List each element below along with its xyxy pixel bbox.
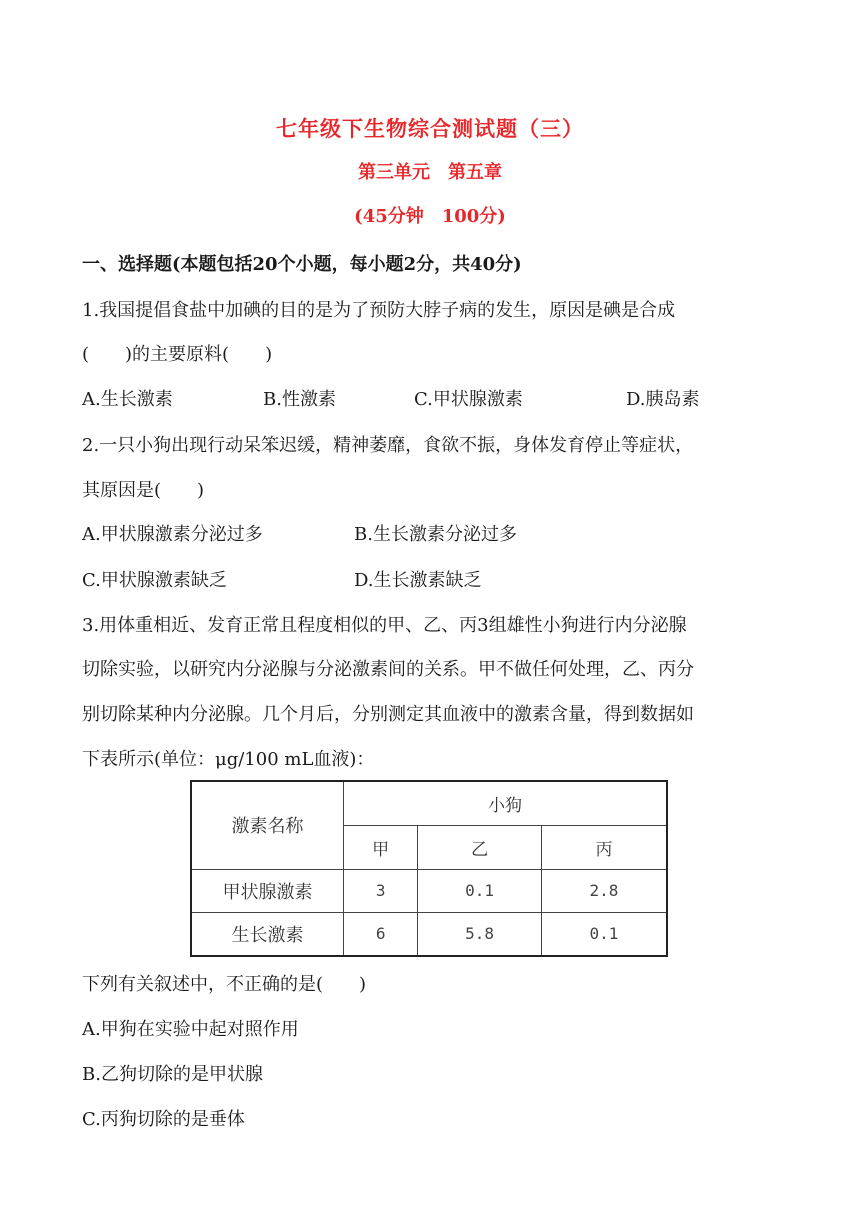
question-2-option-b: B.生长激素分泌过多 (354, 524, 517, 545)
question-3-prompt: 下列有关叙述中，不正确的是( ) (82, 974, 367, 995)
document-subtitle-chapter: 第三单元 第五章 (358, 162, 502, 183)
question-3-line-4: 下表所示(单位：μg/100 mL血液)： (82, 749, 375, 770)
table-cell: 2.8 (541, 869, 667, 912)
table-group-header: 小狗 (344, 781, 668, 825)
table-column-header: 丙 (541, 825, 667, 869)
question-1-option-d: D.胰岛素 (626, 389, 700, 410)
table-row-label: 生长激素 (191, 912, 344, 956)
question-2-line-2: 其原因是( ) (82, 480, 205, 501)
document-title: 七年级下生物综合测试题（三） (276, 116, 584, 141)
question-1-option-c: C.甲状腺激素 (414, 389, 523, 410)
question-1-line-1: 1.我国提倡食盐中加碘的目的是为了预防大脖子病的发生，原因是碘是合成 (82, 300, 676, 321)
table-cell: 0.1 (418, 869, 542, 912)
question-1-option-b: B.性激素 (263, 389, 336, 410)
table-cell: 3 (344, 869, 418, 912)
question-3-line-2: 切除实验，以研究内分泌腺与分泌激素间的关系。甲不做任何处理，乙、丙分 (82, 659, 694, 680)
question-3-option-b: B.乙狗切除的是甲状腺 (82, 1064, 263, 1085)
question-3-option-a: A.甲狗在实验中起对照作用 (82, 1019, 299, 1040)
table-cell: 5.8 (418, 912, 542, 956)
table-header-row (191, 781, 667, 825)
table-cell: 0.1 (541, 912, 667, 956)
document-subtitle-time: (45分钟 100分) (354, 206, 506, 227)
table-row (191, 912, 667, 956)
question-1-option-a: A.生长激素 (82, 389, 173, 410)
hormone-data-table (190, 780, 668, 957)
question-2-option-d: D.生长激素缺乏 (354, 570, 482, 591)
table-column-header: 乙 (418, 825, 542, 869)
question-2-option-a: A.甲状腺激素分泌过多 (82, 524, 263, 545)
question-3-option-c: C.丙狗切除的是垂体 (82, 1109, 245, 1130)
table-corner-cell: 激素名称 (191, 781, 344, 869)
question-2-line-1: 2.一只小狗出现行动呆笨迟缓，精神萎靡，食欲不振，身体发育停止等症状， (82, 435, 694, 456)
question-1-line-2: ( )的主要原料( ) (82, 344, 273, 365)
table-cell: 6 (344, 912, 418, 956)
question-3-line-3: 别切除某种内分泌腺。几个月后，分别测定其血液中的激素含量，得到数据如 (82, 704, 694, 725)
table-row (191, 869, 667, 912)
table-row-label: 甲状腺激素 (191, 869, 344, 912)
section-heading: 一、选择题(本题包括20个小题，每小题2分，共40分) (82, 254, 522, 275)
table-column-header: 甲 (344, 825, 418, 869)
question-2-option-c: C.甲状腺激素缺乏 (82, 570, 227, 591)
question-3-line-1: 3.用体重相近、发育正常且程度相似的甲、乙、丙3组雄性小狗进行内分泌腺 (82, 615, 687, 636)
